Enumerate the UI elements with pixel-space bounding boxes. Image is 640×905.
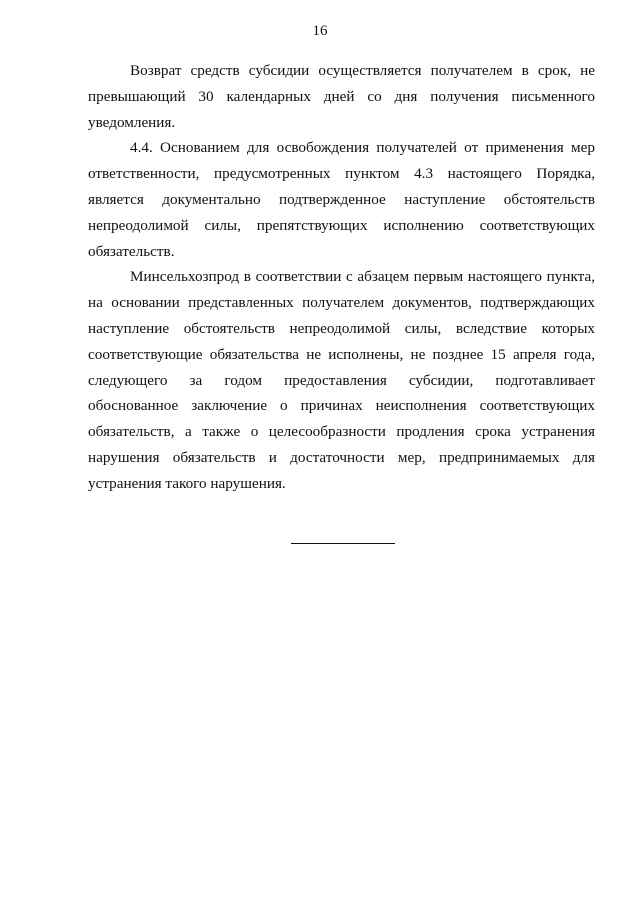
- paragraph-4-4-force-majeure: 4.4. Основанием для освобождения получателей от применения мер ответственности, предусмотренных пунктом 4.3 настоящего Порядка, является документально подтвержденное наступление обстоятельств непреодолимой силы, препятствующих исполнению соответствующих обязательств.: [88, 139, 595, 260]
- page-number: 16: [312, 23, 328, 39]
- paragraph-subsidy-return: Возврат средств субсидии осуществляется получателем в срок, не превышающий 30 календарных дней со дня получения письменного уведомления.: [88, 62, 595, 131]
- document-body: [88, 58, 595, 497]
- paragraph-ministry-conclusion: Минсельхозпрод в соответствии с абзацем первым настоящего пункта, на основании представленных получателем документов, подтверждающих наступление обстоятельств непреодолимой силы, вследствие которых соответствующие обязательства не исполнены, не позднее 15 апреля года, следующего за годом предоставления субсидии, подготавливает обоснованное заключение о причинах неисполнения соответствующих обязательств, а также о целесообразности продления срока устранения нарушения обязательств и достаточности мер, предпринимаемых для устранения такого нарушения.: [88, 268, 595, 492]
- end-separator-line: [291, 543, 395, 544]
